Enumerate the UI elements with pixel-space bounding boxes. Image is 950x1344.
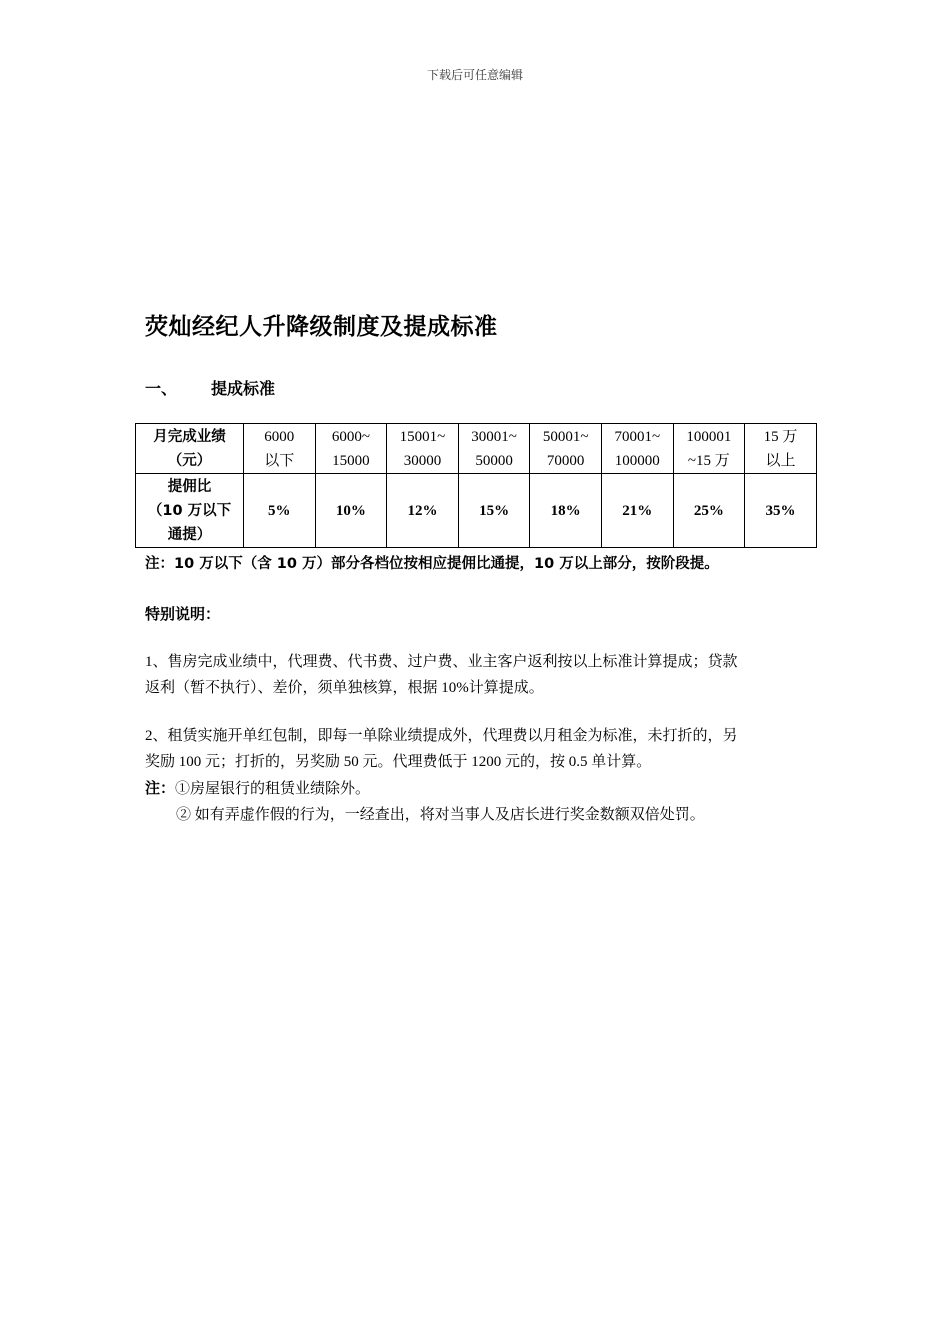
table-cell: 12% xyxy=(387,474,459,548)
cell-line: 提佣比 xyxy=(167,478,212,495)
paragraph-line: 返利（暂不执行）、差价，须单独核算，根据 10%计算提成。 xyxy=(145,680,544,696)
document-title: 荧灿经纪人升降级制度及提成标准 xyxy=(145,314,498,340)
cell-line: 15 万 xyxy=(763,428,798,445)
item-1 xyxy=(145,649,810,701)
cell-line: 100001 xyxy=(686,428,732,445)
section-title: 提成标准 xyxy=(211,379,276,398)
table-cell: 21% xyxy=(601,474,673,548)
cell-line: 15000 xyxy=(332,452,370,469)
table-row xyxy=(136,474,817,548)
section-number: 一、 xyxy=(145,379,178,398)
cell-line: 70000 xyxy=(546,452,585,469)
cell-line: （元） xyxy=(167,452,212,469)
table-cell: 5% xyxy=(244,474,316,548)
table-cell xyxy=(315,424,387,474)
table-cell xyxy=(601,424,673,474)
table-cell xyxy=(745,424,817,474)
paragraph-line: 1、售房完成业绩中，代理费、代书费、过户费、业主客户返利按以上标准计算提成；贷款 xyxy=(145,654,738,670)
table-note: 注：10 万以下（含 10 万）部分各档位按相应提佣比通提，10 万以上部分，按阶段提。 xyxy=(145,556,719,572)
cell-line: 以上 xyxy=(765,452,796,469)
item-2 xyxy=(145,723,810,775)
table-row-header xyxy=(136,424,244,474)
note-line-1 xyxy=(145,775,810,802)
table-cell xyxy=(673,424,745,474)
note-1: ①房屋银行的租赁业绩除外。 xyxy=(175,781,371,797)
cell-line: 15001~ xyxy=(399,428,446,445)
cell-line: 30001~ xyxy=(471,428,517,445)
cell-line: 6000~ xyxy=(331,428,370,445)
header-note: 下载后可任意编辑 xyxy=(426,68,523,82)
cell-line: 70001~ xyxy=(614,428,661,445)
cell-line: 50001~ xyxy=(542,428,589,445)
paragraph-line: 奖励 100 元；打折的，另奖励 50 元。代理费低于 1200 元的，按 0.5 单计算。 xyxy=(145,754,652,770)
cell-line: （10 万以下 xyxy=(147,502,232,519)
table-cell: 15% xyxy=(458,474,530,548)
table-cell xyxy=(387,424,459,474)
table-cell xyxy=(530,424,602,474)
note-2: ② 如有弄虚作假的行为，一经查出，将对当事人及店长进行奖金数额双倍处罚。 xyxy=(176,807,705,823)
section-heading xyxy=(145,376,275,399)
table-row-header xyxy=(136,474,244,548)
table-cell: 35% xyxy=(745,474,817,548)
table-cell xyxy=(244,424,316,474)
commission-table xyxy=(135,423,817,548)
note-block xyxy=(145,775,810,828)
cell-line: 通提） xyxy=(167,526,212,543)
table-cell: 25% xyxy=(673,474,745,548)
cell-line: 月完成业绩 xyxy=(153,428,226,445)
table-cell xyxy=(458,424,530,474)
cell-line: ~15 万 xyxy=(687,452,730,469)
cell-line: 100000 xyxy=(614,452,660,469)
table-cell: 18% xyxy=(530,474,602,548)
cell-line: 50000 xyxy=(475,452,513,469)
table-row xyxy=(136,424,817,474)
cell-line: 6000 xyxy=(264,428,295,445)
special-notes-heading: 特别说明： xyxy=(145,605,221,623)
note-label: 注： xyxy=(145,779,176,797)
cell-line: 以下 xyxy=(264,452,295,469)
table-cell: 10% xyxy=(315,474,387,548)
cell-line: 30000 xyxy=(403,452,442,469)
paragraph-line: 2、租赁实施开单红包制，即每一单除业绩提成外，代理费以月租金为标准，未打折的，另 xyxy=(145,728,738,744)
